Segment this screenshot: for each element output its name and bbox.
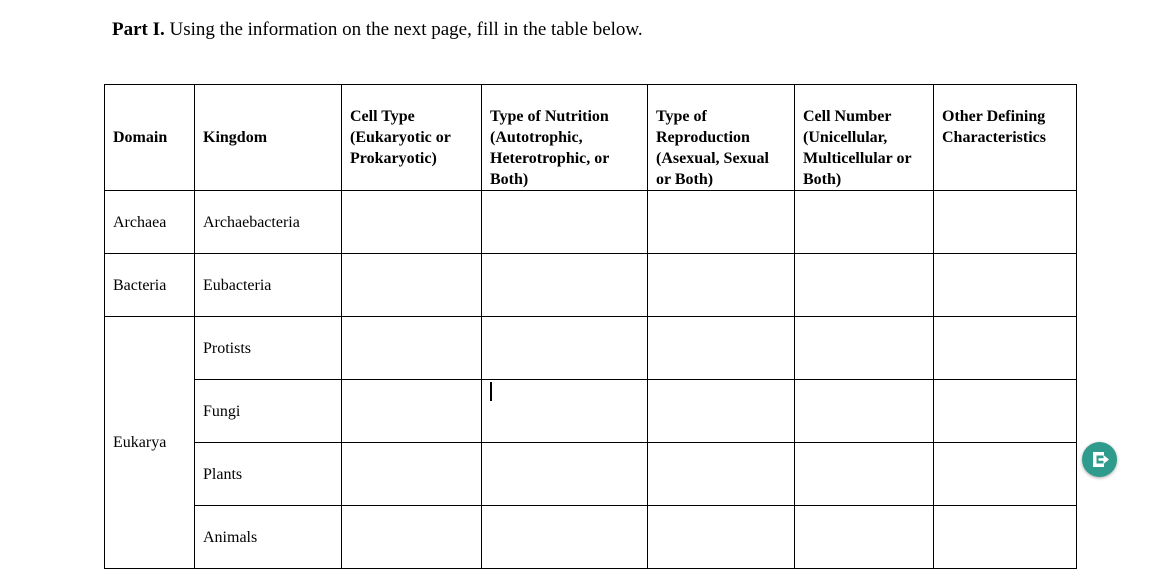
table-row bbox=[105, 317, 1077, 380]
other-characteristics-input[interactable] bbox=[934, 317, 1077, 380]
floating-action-button[interactable] bbox=[1082, 442, 1117, 477]
header-row bbox=[105, 85, 1077, 191]
part-label: Part I. bbox=[112, 19, 165, 40]
cell-type-input[interactable] bbox=[342, 254, 482, 317]
other-characteristics-input[interactable] bbox=[934, 191, 1077, 254]
kingdom-cell: Protists bbox=[195, 317, 342, 380]
reproduction-input[interactable] bbox=[648, 506, 795, 569]
cell-type-input[interactable] bbox=[342, 443, 482, 506]
header-reproduction: Type of Reproduction (Asexual, Sexual or Both) bbox=[648, 85, 795, 191]
nutrition-input[interactable] bbox=[482, 254, 648, 317]
cell-type-input[interactable] bbox=[342, 380, 482, 443]
table-row bbox=[105, 254, 1077, 317]
other-characteristics-input[interactable] bbox=[934, 443, 1077, 506]
arrow-exit-icon bbox=[1082, 442, 1117, 477]
header-domain: Domain bbox=[105, 85, 195, 191]
kingdom-cell: Plants bbox=[195, 443, 342, 506]
cell-type-input[interactable] bbox=[342, 317, 482, 380]
domain-cell: Eukarya bbox=[105, 317, 195, 569]
nutrition-input[interactable] bbox=[482, 443, 648, 506]
cell-number-input[interactable] bbox=[795, 506, 934, 569]
cell-number-input[interactable] bbox=[795, 191, 934, 254]
header-kingdom: Kingdom bbox=[195, 85, 342, 191]
instruction-body: Using the information on the next page, fill in the table below. bbox=[164, 19, 643, 40]
reproduction-input[interactable] bbox=[648, 443, 795, 506]
domain-cell: Archaea bbox=[105, 191, 195, 254]
table-row bbox=[105, 506, 1077, 569]
table-row bbox=[105, 191, 1077, 254]
header-other: Other Defining Characteristics bbox=[934, 85, 1077, 191]
reproduction-input[interactable] bbox=[648, 317, 795, 380]
header-cell-number: Cell Number (Unicellular, Multicellular or Both) bbox=[795, 85, 934, 191]
kingdom-cell: Animals bbox=[195, 506, 342, 569]
nutrition-input[interactable] bbox=[482, 506, 648, 569]
cell-number-input[interactable] bbox=[795, 254, 934, 317]
nutrition-input[interactable] bbox=[482, 380, 648, 443]
reproduction-input[interactable] bbox=[648, 254, 795, 317]
cell-type-input[interactable] bbox=[342, 506, 482, 569]
kingdom-cell: Eubacteria bbox=[195, 254, 342, 317]
reproduction-input[interactable] bbox=[648, 191, 795, 254]
cell-number-input[interactable] bbox=[795, 380, 934, 443]
nutrition-input[interactable] bbox=[482, 191, 648, 254]
other-characteristics-input[interactable] bbox=[934, 254, 1077, 317]
cell-number-input[interactable] bbox=[795, 317, 934, 380]
other-characteristics-input[interactable] bbox=[934, 506, 1077, 569]
header-cell-type: Cell Type (Eukaryotic or Prokaryotic) bbox=[342, 85, 482, 191]
cell-type-input[interactable] bbox=[342, 191, 482, 254]
text-cursor bbox=[490, 382, 492, 401]
table-row bbox=[105, 380, 1077, 443]
table-row bbox=[105, 443, 1077, 506]
classification-table bbox=[104, 84, 1077, 569]
header-nutrition: Type of Nutrition (Autotrophic, Heterotrophic, or Both) bbox=[482, 85, 648, 191]
instruction-text bbox=[112, 18, 643, 42]
kingdom-cell: Archaebacteria bbox=[195, 191, 342, 254]
cell-number-input[interactable] bbox=[795, 443, 934, 506]
kingdom-cell: Fungi bbox=[195, 380, 342, 443]
reproduction-input[interactable] bbox=[648, 380, 795, 443]
nutrition-input[interactable] bbox=[482, 317, 648, 380]
domain-cell: Bacteria bbox=[105, 254, 195, 317]
other-characteristics-input[interactable] bbox=[934, 380, 1077, 443]
